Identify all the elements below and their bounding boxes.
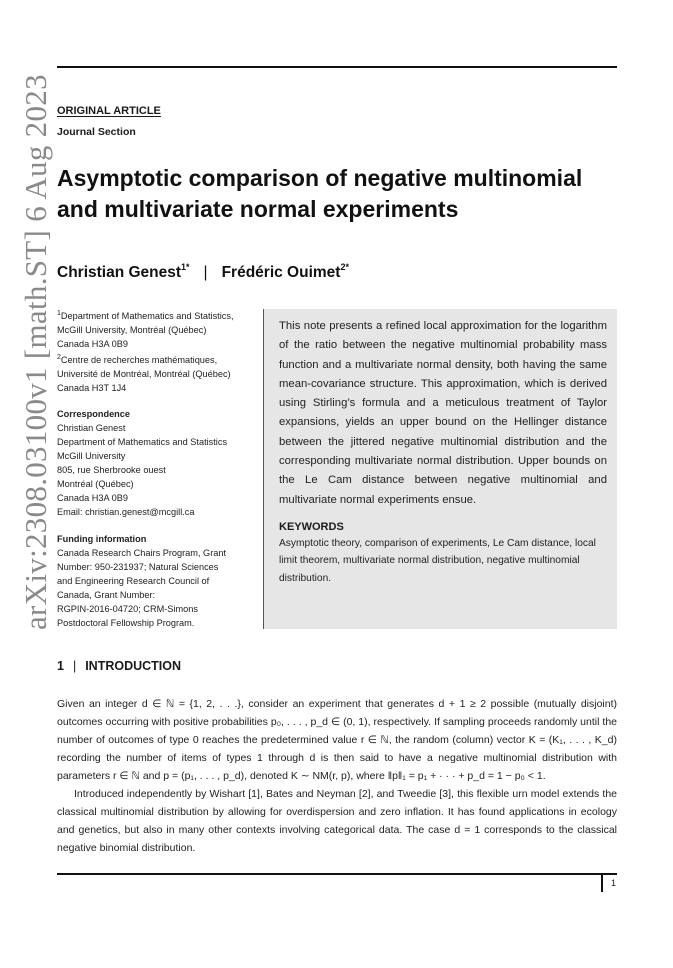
author-affiliation-marker: 1* (181, 262, 190, 272)
funding-line: Canada, Grant Number: (57, 590, 156, 600)
section-title: INTRODUCTION (85, 659, 182, 673)
funding-line: RGPIN-2016-04720; CRM-Simons (57, 604, 198, 614)
funding-line: Postdoctoral Fellowship Program. (57, 618, 195, 628)
article-type-label: ORIGINAL ARTICLE (57, 105, 161, 117)
affiliation-marker: 2 (57, 354, 61, 361)
section-separator: | (72, 659, 77, 673)
correspondence-line: Department of Mathematics and Statistics (57, 437, 228, 447)
section-number: 1 (57, 659, 64, 673)
correspondence-email[interactable]: Email: christian.genest@mcgill.ca (57, 507, 195, 517)
funding-heading: Funding information (57, 534, 147, 544)
section-heading (57, 659, 181, 673)
correspondence-line: Christian Genest (57, 423, 126, 433)
author-list (57, 262, 349, 282)
page-number: 1 (611, 878, 617, 888)
journal-section-label: Journal Section (57, 126, 136, 138)
body-text (57, 695, 617, 857)
affiliation-line: Canada H3A 0B9 (57, 339, 129, 349)
affiliation-2 (57, 351, 257, 395)
page-number-rule (601, 874, 603, 892)
keywords-heading: KEYWORDS (279, 520, 344, 533)
correspondence-line: Canada H3A 0B9 (57, 493, 129, 503)
affiliation-line: Université de Montréal, Montréal (Québec) (57, 369, 231, 379)
affiliation-line: McGill University, Montréal (Québec) (57, 325, 207, 335)
affiliation-marker: 1 (57, 310, 61, 317)
abstract-text: This note presents a refined local approximation for the logarithm of the ratio between the negative multinomial probability mass function and a multivariate normal density, both having the same mean-covariance structure. This approximation, which is derived using Stirling’s formula and a meticulous treatment of Taylor expansions, yields an upper bound on the Hellinger distance between the jittered negative multinomial distribution and the corresponding multivariate normal distribution. Upper bounds on the Le Cam distance between negative multinomial and multivariate normal experiments ensue. (279, 320, 607, 506)
bottom-rule (57, 873, 617, 875)
correspondence-line: Montréal (Québec) (57, 479, 134, 489)
author-affiliation-marker: 2* (340, 262, 349, 272)
body-paragraph: Introduced independently by Wishart [1], Bates and Neyman [2], and Tweedie [3], this flexible urn model extends the classical multinomial distribution by allowing for overdispersion and zero inflation. It has found applications in ecology and genetics, but also in many other contexts involving categorical data. The case d = 1 corresponds to the classical negative binomial distribution. (57, 788, 617, 854)
funding-line: Canada Research Chairs Program, Grant (57, 548, 227, 558)
affiliation-1 (57, 307, 257, 351)
correspondence-block (57, 407, 257, 519)
correspondence-line: McGill University (57, 451, 126, 461)
correspondence-line: 805, rue Sherbrooke ouest (57, 465, 166, 475)
author-name: Frédéric Ouimet (221, 264, 341, 281)
funding-block (57, 532, 257, 630)
author-separator: | (203, 264, 208, 281)
top-rule (57, 66, 617, 68)
correspondence-heading: Correspondence (57, 409, 131, 419)
affiliation-line: Department of Mathematics and Statistics, (60, 311, 234, 321)
author-name: Christian Genest (57, 264, 182, 281)
body-paragraph: Given an integer d ∈ ℕ = {1, 2, . . .}, consider an experiment that generates d + 1 ≥ 2 possible (mutually disjoint) outcomes occurring with positive probabilities p₀, . . . , p_d ∈ (0, 1), respectively. If sampling proceeds randomly until the number of outcomes of type 0 reaches the predetermined value r ∈ ℕ, the random (column) vector K = (K₁, . . . , K_d) recording the number of items of types 1 through d is then said to have a negative multinomial distribution with parameters r ∈ ℕ and p = (p₁, . . . , p_d), denoted K ∼ NM(r, p), where ‖p‖₁ = p₁ + · · · + p_d = 1 − p₀ < 1. (57, 698, 617, 782)
funding-line: Number: 950-231937; Natural Sciences (57, 562, 219, 572)
arxiv-identifier-stamp[interactable]: arXiv:2308.03100v1 [math.ST] 6 Aug 2023 (18, 74, 53, 630)
affiliation-line: Canada H3T 1J4 (57, 383, 127, 393)
keywords-text: Asymptotic theory, comparison of experiments, Le Cam distance, local limit theorem, multivariate normal distribution, negative multinomial distribution. (279, 537, 596, 584)
abstract-box (263, 309, 617, 629)
affiliation-line: Centre de recherches mathématiques, (60, 355, 218, 365)
paper-title: Asymptotic comparison of negative multinomial and multivariate normal experiments (57, 165, 583, 222)
funding-line: and Engineering Research Council of (57, 576, 210, 586)
